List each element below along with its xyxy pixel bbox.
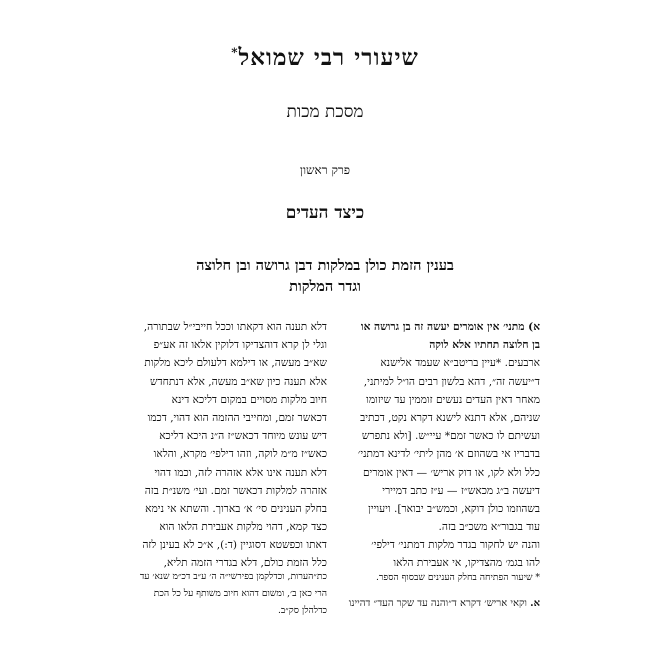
left-col-line: חיוב מלקות מסויים במקום דליכא דינא: [171, 393, 327, 406]
left-col-line: דלא תענה הוא דקאתו וככל חייבי״ל שבתורה,: [143, 321, 327, 333]
left-col-line: כלל הזמת כולם, דלא בגדרי הזמה תליא,: [163, 557, 327, 570]
left-col-line: וגלי לן קרא דוהצדיקו דלוקין אלאו זה אע״פ: [153, 339, 327, 352]
right-col-line: להו בגמ׳ מהצדיקו, אי אעבירת הלאו: [393, 557, 540, 570]
footnote-aleph: [327, 598, 540, 609]
footnote-star-text: * שיעור הפתיחה בחלק הענינים שבסוף הספר.: [375, 572, 540, 583]
right-col-line: עוד בגבור״א משכ״ב בזה.: [438, 521, 540, 534]
left-col-line: דאתו וכפשטא דסוגיין (ד:), א״כ לא בעינן לזה: [142, 539, 327, 552]
tractate-name: מסכת מכות: [286, 102, 364, 122]
book-title-text: שיעורי רבי שמואל: [238, 44, 419, 71]
footnote-left: [114, 568, 327, 619]
left-col-line: כצד קמא, דהוי מלקות אעבירת הלאו הוא: [159, 521, 327, 534]
left-col-line: אלא תענה כיון שא״ב מעשה, אלא דנתחדש: [150, 375, 327, 388]
right-col-line: ד״יעשה זה״, דהא בלשון רבים הו״ל למיתני,: [363, 375, 540, 388]
right-col-line: ועשיתם לו כאשר זמם* עיי״ש. [ולא נתפרש: [361, 430, 540, 443]
left-col-line: בחלק הענינים סי׳ א׳ בארוך. והשתא אי נימא: [145, 502, 327, 515]
left-col-line: דלא תענה אינו אלא אזהרה לזה, וכמו דהוי: [154, 466, 327, 479]
right-text-column: [327, 318, 540, 573]
left-col-line: שא״ב מעשה, או דילמא דלעולם ליכא מלקות: [144, 357, 327, 370]
right-col-line: דיעשה ב״ג מכאש״ז — ע״ז כתב דמיירי: [382, 484, 540, 497]
left-col-line: דיש עונש מיוחד דכאש״ז ה״נ היכא דליכא: [159, 430, 327, 443]
right-col-line: ארבעים. *עיין בריטב״א שעמד אלישנא: [380, 357, 540, 370]
left-col-line: דכאשר זמם, ומחייבי ההזמה הוא דהוי, דכמו: [147, 411, 327, 424]
right-col-line: בן חלוצה תחתיו אלא לוקה: [429, 339, 540, 352]
left-col-line: כאש״ז מ״מ לוקה, וזהו דילפי׳ מקרא, והלאו: [153, 448, 327, 461]
left-text-column: [114, 318, 327, 573]
section-heading: [0, 255, 650, 297]
right-col-line: בשהוזמו כולן דוקא, וכמש״ב יבואר]. ויעויין: [368, 502, 540, 515]
chapter-number: פרק ראשון: [299, 163, 351, 177]
right-col-line: והנה יש לחקור בגדר מלקות דמתני׳ דילפי׳: [371, 539, 540, 552]
left-col-line: אזהרה למלקות דכאשר זמם. ועי׳ משנ״ת בזה: [144, 484, 327, 497]
section-heading-line-1: בענין הזמת כולן במלקות דבן גרושה ובן חלוצה: [196, 257, 454, 274]
right-col-line: מאחר דאין העדים נעשים זוממין עד שיזומו: [366, 393, 540, 406]
footnote-aleph-text: וקאי אריש׳ דקרא ד״והנה עד שקר העד״ דהיינו: [348, 598, 527, 609]
title-footnote-mark: *: [231, 45, 239, 60]
right-col-line: בדבריו אי בשהוזם א׳ מהן ליתי׳ לדינא דמתני׳: [357, 448, 540, 461]
footnote-left-line: כת״הערות, וכדלקמן בפירשי״ה ה׳ ע״ב דכ״מ שנא׳ עד: [139, 571, 327, 582]
chapter-title: כיצד העדים: [285, 203, 365, 223]
right-col-line: א) מתני׳ אין אומרים יעשה זה בן גרושה או: [360, 321, 540, 333]
footnote-star: [327, 569, 540, 586]
footnote-left-line: הרי כאן ב׳, ומשום דהוא חיוב משותף על כל הכת: [153, 588, 327, 599]
book-title: [0, 44, 650, 71]
right-col-line: כלל ולא לקו, או דוק אריש׳ — דאין אומרים: [362, 466, 540, 479]
footnote-left-line: כדלהלן סק״ב.: [277, 605, 327, 616]
footnote-aleph-label: א.: [530, 598, 540, 609]
section-heading-line-2: וגדר המלקות: [289, 278, 361, 295]
right-col-line: שניהם, אלא דתנא לישנא דקרא נקט, דכתיב: [360, 411, 540, 424]
